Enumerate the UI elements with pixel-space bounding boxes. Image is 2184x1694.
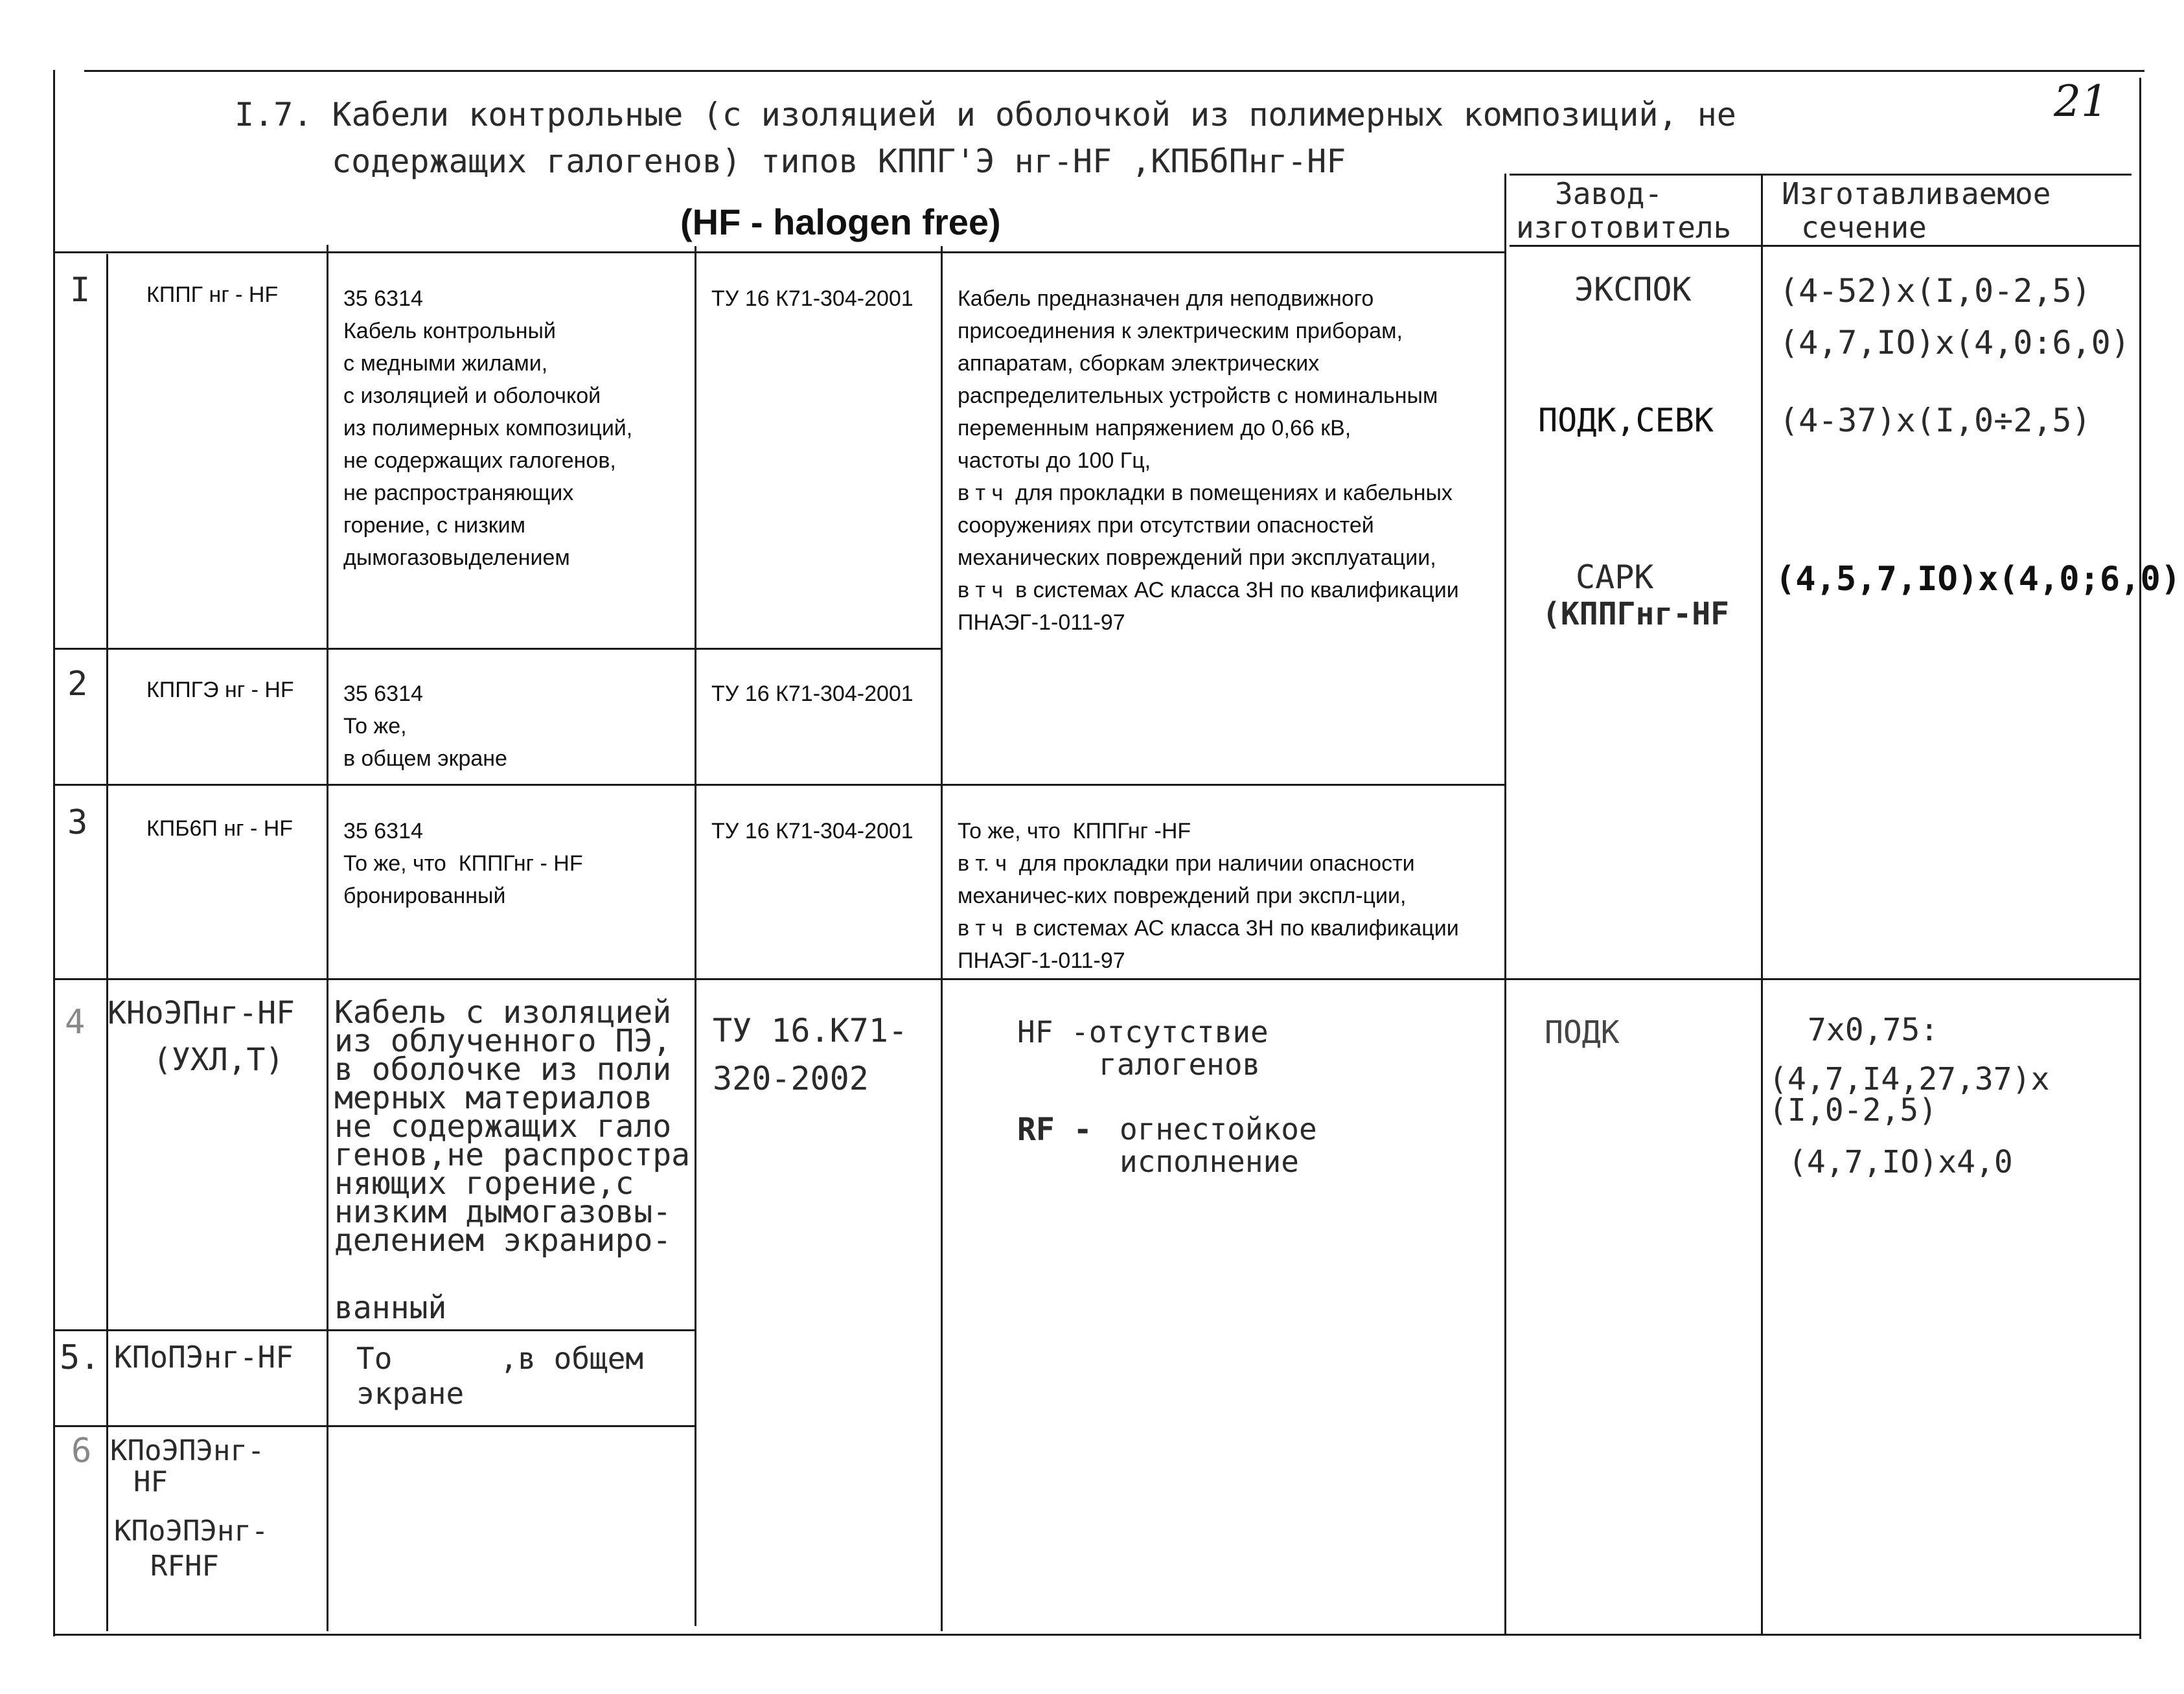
product-code: 35 6314 [343,819,423,843]
manufacturer-name: ЭКСПОК [1574,271,1692,308]
col-header-section-1: Изготавливаемое [1782,176,2051,211]
col-header-section-2: сечение [1801,210,1927,245]
cable-mark-climate: (УХЛ,Т) [153,1042,284,1078]
manufacturer-name: ПОДК,СЕВК [1538,402,1714,439]
row-rule-1-2b [695,648,942,650]
tech-spec: ТУ 16 К71-304-2001 [711,819,914,843]
cable-mark: КПоЭПЭнг- [110,1434,265,1467]
header-rule-right [1510,245,2139,247]
cable-mark: КПБ6П нг - HF [146,816,293,841]
section-value: 7x0,75: [1808,1012,1939,1048]
col-line-5b [1504,978,1506,1634]
cable-mark: HF [133,1465,168,1498]
purpose-line: HF -отсутствие [1017,1014,1269,1049]
row-number: 2 [67,665,88,704]
row-number: I [70,271,91,310]
description-line: горение, с низким [343,513,525,538]
description-line: То ,в общем [356,1341,644,1376]
description-line: в общем экране [343,746,507,771]
left-border [53,70,55,1636]
description-line: не содержащих гало [334,1108,672,1145]
description-line: из облученного ПЭ, [334,1023,672,1059]
cable-mark: RFHF [150,1550,219,1583]
section-value: (4,7,IO)x(4,0:6,0) [1779,324,2130,361]
page-number: 21 [2054,76,2108,126]
row-rule-2-3 [54,784,1506,786]
purpose-line: То же, что КППГнг -HF [958,819,1191,843]
purpose-line: Кабель предназначен для неподвижного [958,286,1374,311]
purpose-line: аппаратам, сборкам электрических [958,351,1320,376]
col-line-6b [1761,978,1763,1634]
heading-line-1: I.7. Кабели контрольные (с изоляцией и оболочкой из полимерных композиций, не [235,96,1736,133]
description-line: Кабель контрольный [343,319,556,343]
col-header-rule [1510,174,2132,176]
heading-line-2: содержащих галогенов) типов КППГ'Э нг-HF ,КПБбПнг-HF [332,143,1346,180]
tech-spec: ТУ 16 К71-304-2001 [711,681,914,706]
row-rule-3-4 [54,978,2141,980]
description-line: делением экраниро- [334,1222,672,1259]
row-number: 3 [67,803,88,842]
product-code: 35 6314 [343,286,423,311]
purpose-line: сооружениях при отсутствии опасностей [958,513,1374,538]
col-header-manufacturer-1: Завод- [1555,176,1663,211]
manufacturer-name: (КППГнг-HF [1542,596,1729,632]
purpose-line: ПНАЭГ-1-011-97 [958,610,1125,635]
description-line: дымогазовыделением [343,545,570,570]
purpose-line: переменным напряжением до 0,66 кВ, [958,416,1351,441]
description-line: экране [356,1376,465,1411]
purpose-line: в т. ч для прокладки при наличии опасности [958,851,1415,876]
description-line: не содержащих галогенов, [343,448,616,473]
purpose-line: ПНАЭГ-1-011-97 [958,948,1125,973]
purpose-line: в т ч в системах АС класса 3Н по квалификации [958,578,1459,602]
cable-mark: КНоЭПнг-HF [108,995,295,1031]
description-line: То же, что КППГнг - HF [343,851,583,876]
description-line: няющих горение,с [334,1165,634,1202]
cable-mark: КПоЭПЭнг- [114,1515,269,1548]
purpose-line: в т ч в системах АС класса 3Н по квалификации [958,916,1459,941]
description-line: в оболочке из поли [334,1051,672,1088]
description-line: бронированный [343,884,506,908]
description-line: ванный [334,1290,447,1326]
purpose-line: присоединения к электрическим приборам, [958,319,1403,343]
section-value: (4,7,IO)x4,0 [1788,1144,2013,1180]
purpose-line: огнестойкое [1120,1112,1317,1147]
purpose-line: галогенов [1099,1047,1261,1082]
col-line-4 [941,246,943,1631]
row-rule-4-5 [54,1329,696,1331]
col-line-2 [327,245,328,1631]
col-line-6 [1761,174,1763,983]
tech-spec: ТУ 16.К71- [713,1012,908,1049]
manufacturer-name: САРК [1576,558,1654,596]
description-line: То же, [343,714,407,738]
description-line: мерных материалов [334,1080,653,1116]
right-border [2139,78,2141,1639]
purpose-line: в т ч для прокладки в помещениях и кабельных [958,481,1453,505]
purpose-line: механичес-ких повреждений при экспл-ции, [958,884,1407,908]
cable-mark: КППГЭ нг - HF [146,678,294,702]
tech-spec: 320-2002 [713,1060,869,1097]
section-value: (4-52)x(I,0-2,5) [1779,272,2091,310]
tech-spec: ТУ 16 К71-304-2001 [711,286,914,311]
row-number: 4 [65,1003,86,1042]
col-line-3 [695,246,696,1626]
description-line: Кабель с изоляцией [334,994,672,1031]
top-border [84,70,2144,72]
purpose-line: распределительных устройств с номинальным [958,383,1438,408]
bottom-border [54,1634,2141,1636]
cable-mark: КПоПЭнг-HF [114,1340,293,1375]
product-code: 35 6314 [343,681,423,706]
description-line: из полимерных композиций, [343,416,633,441]
purpose-line: частоты до 100 Гц, [958,448,1151,473]
row-rule-1-2a [54,648,696,650]
heading-note: (HF - halogen free) [680,201,1001,242]
purpose-line: RF - [1017,1112,1092,1148]
description-line: не распространяющих [343,481,574,505]
purpose-line: механических повреждений при эксплуатации, [958,545,1436,570]
section-value: (4-37)x(I,0÷2,5) [1779,402,2091,439]
description-line: генов,не распростра [334,1137,691,1173]
header-rule-left [54,251,1506,253]
purpose-line: исполнение [1120,1144,1299,1179]
section-value: (I,0-2,5) [1769,1092,1938,1128]
description-line: низким дымогазовы- [334,1194,672,1230]
row-number: 5. [60,1338,100,1377]
section-value: (4,7,I4,27,37)x [1769,1061,2050,1097]
manufacturer-name: ПОДК [1545,1014,1620,1051]
section-value: (4,5,7,IO)x(4,0;6,0) [1775,560,2181,599]
description-line: с изоляцией и оболочкой [343,383,601,408]
cable-mark: КППГ нг - HF [146,282,279,307]
description-line: с медными жилами, [343,351,548,376]
col-header-manufacturer-2: изготовитель [1516,210,1732,245]
row-number: 6 [71,1432,92,1471]
row-rule-5-6 [54,1425,696,1427]
col-line-5 [1504,174,1506,983]
